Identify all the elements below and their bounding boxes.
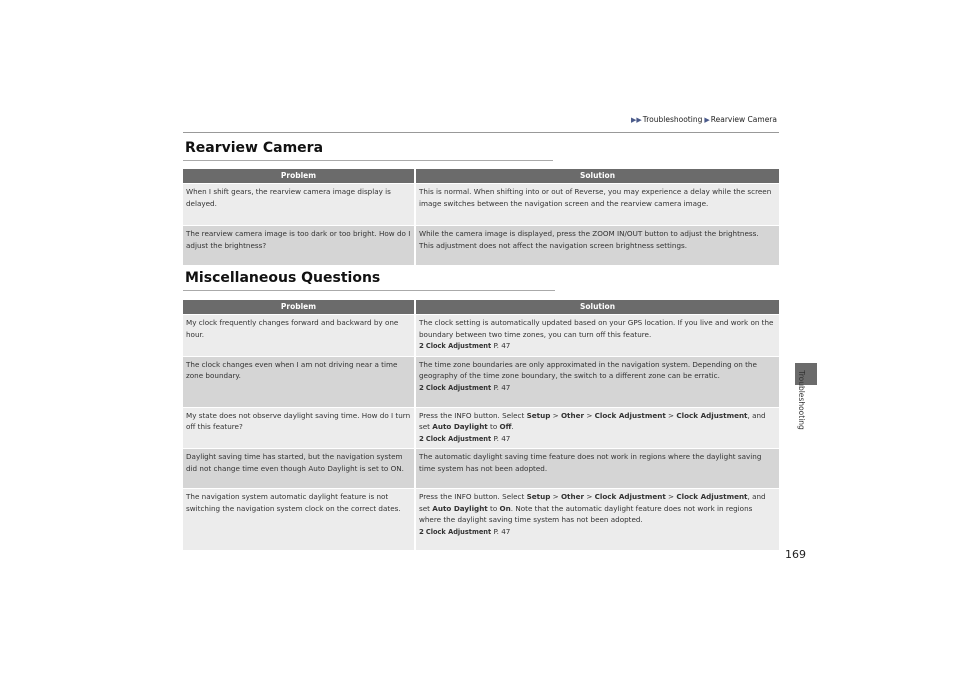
problem-cell: My state does not observe daylight saving time. How do I turn off this feature? bbox=[183, 407, 416, 449]
breadcrumb-arrow-icon: ▶▶ bbox=[630, 115, 642, 124]
solution-text: The time zone boundaries are only approximated in the navigation system. Depending on the geography of the time zone boundary, the switch to a different zone can be erratic. bbox=[419, 359, 757, 380]
solution-text: Press the INFO button. Select Setup > Other > Clock Adjustment > Clock Adjustment, and set Auto Daylight to On. Note that the automatic daylight feature does not work in regions where the daylight saving time system has not been adopted. bbox=[419, 492, 766, 524]
problem-cell: The navigation system automatic daylight feature is not switching the navigation system clock on the correct dates. bbox=[183, 488, 416, 550]
reference-label: Clock Adjustment bbox=[425, 527, 492, 536]
solution-cell bbox=[416, 314, 779, 356]
column-header-problem: Problem bbox=[183, 169, 416, 183]
page-number: 169 bbox=[785, 548, 806, 561]
solution-text: Press the INFO button. Select Setup > Other > Clock Adjustment > Clock Adjustment, and set Auto Daylight to Off. bbox=[419, 410, 766, 431]
breadcrumb-item-rearview-camera[interactable]: Rearview Camera bbox=[710, 115, 777, 124]
reference-page: P. 47 bbox=[493, 382, 511, 392]
table-row bbox=[183, 314, 779, 356]
solution-text: The clock setting is automatically updated based on your GPS location. If you live and work on the boundary between two time zones, you can turn off this feature. bbox=[419, 318, 774, 339]
page-reference-link[interactable] bbox=[419, 340, 776, 353]
section-title-underline bbox=[183, 290, 555, 291]
reference-arrow-icon: 2 bbox=[419, 527, 424, 536]
reference-page: P. 47 bbox=[493, 433, 511, 443]
chapter-tab-label: Troubleshooting bbox=[797, 370, 806, 430]
reference-arrow-icon: 2 bbox=[419, 434, 424, 443]
solution-cell bbox=[416, 225, 779, 265]
reference-page: P. 47 bbox=[493, 526, 511, 536]
page-reference-link[interactable] bbox=[419, 526, 776, 539]
reference-page: P. 47 bbox=[493, 341, 511, 350]
page-reference-link[interactable] bbox=[419, 382, 776, 395]
table-row bbox=[183, 356, 779, 407]
problem-cell: The clock changes even when I am not driving near a time zone boundary. bbox=[183, 356, 416, 407]
solution-cell: This is normal. When shifting into or out of Reverse, you may experience a delay while the screen image switches between the navigation screen and the rearview camera image. bbox=[416, 183, 779, 225]
reference-arrow-icon: 2 bbox=[419, 383, 424, 392]
column-header-solution: Solution bbox=[416, 169, 779, 183]
rearview-camera-table bbox=[183, 169, 779, 265]
reference-label: Clock Adjustment bbox=[425, 342, 492, 350]
table-row bbox=[183, 183, 779, 225]
breadcrumb bbox=[631, 115, 779, 124]
section-title-miscellaneous-questions: Miscellaneous Questions bbox=[185, 270, 381, 286]
solution-cell bbox=[416, 407, 779, 449]
solution-cell: The automatic daylight saving time feature does not work in regions where the daylight saving time system has not been adopted. bbox=[416, 448, 779, 488]
table-row bbox=[183, 225, 779, 265]
breadcrumb-arrow-icon: ▶ bbox=[704, 115, 710, 124]
solution-line: This adjustment does not affect the navigation screen brightness settings. bbox=[419, 240, 688, 250]
table-row bbox=[183, 488, 779, 550]
reference-arrow-icon: 2 bbox=[419, 342, 424, 350]
reference-label: Clock Adjustment bbox=[425, 383, 492, 392]
table-row bbox=[183, 448, 779, 488]
table-row bbox=[183, 407, 779, 449]
column-header-solution: Solution bbox=[416, 300, 779, 314]
problem-cell: The rearview camera image is too dark or too bright. How do I adjust the brightness? bbox=[183, 225, 416, 265]
solution-line: While the camera image is displayed, press the ZOOM IN/OUT button to adjust the brightness. bbox=[419, 229, 759, 238]
reference-label: Clock Adjustment bbox=[425, 434, 492, 443]
problem-cell: My clock frequently changes forward and backward by one hour. bbox=[183, 314, 416, 356]
problem-cell: Daylight saving time has started, but the navigation system did not change time even though Auto Daylight is set to ON. bbox=[183, 448, 416, 488]
miscellaneous-questions-table bbox=[183, 300, 779, 550]
solution-cell bbox=[416, 488, 779, 550]
problem-cell: When I shift gears, the rearview camera image display is delayed. bbox=[183, 183, 416, 225]
column-header-problem: Problem bbox=[183, 300, 416, 314]
solution-cell bbox=[416, 356, 779, 407]
header-divider bbox=[183, 132, 779, 133]
page-reference-link[interactable] bbox=[419, 433, 776, 446]
section-title-underline bbox=[183, 160, 553, 161]
section-title-rearview-camera: Rearview Camera bbox=[185, 140, 324, 156]
breadcrumb-item-troubleshooting[interactable]: Troubleshooting bbox=[642, 115, 703, 124]
